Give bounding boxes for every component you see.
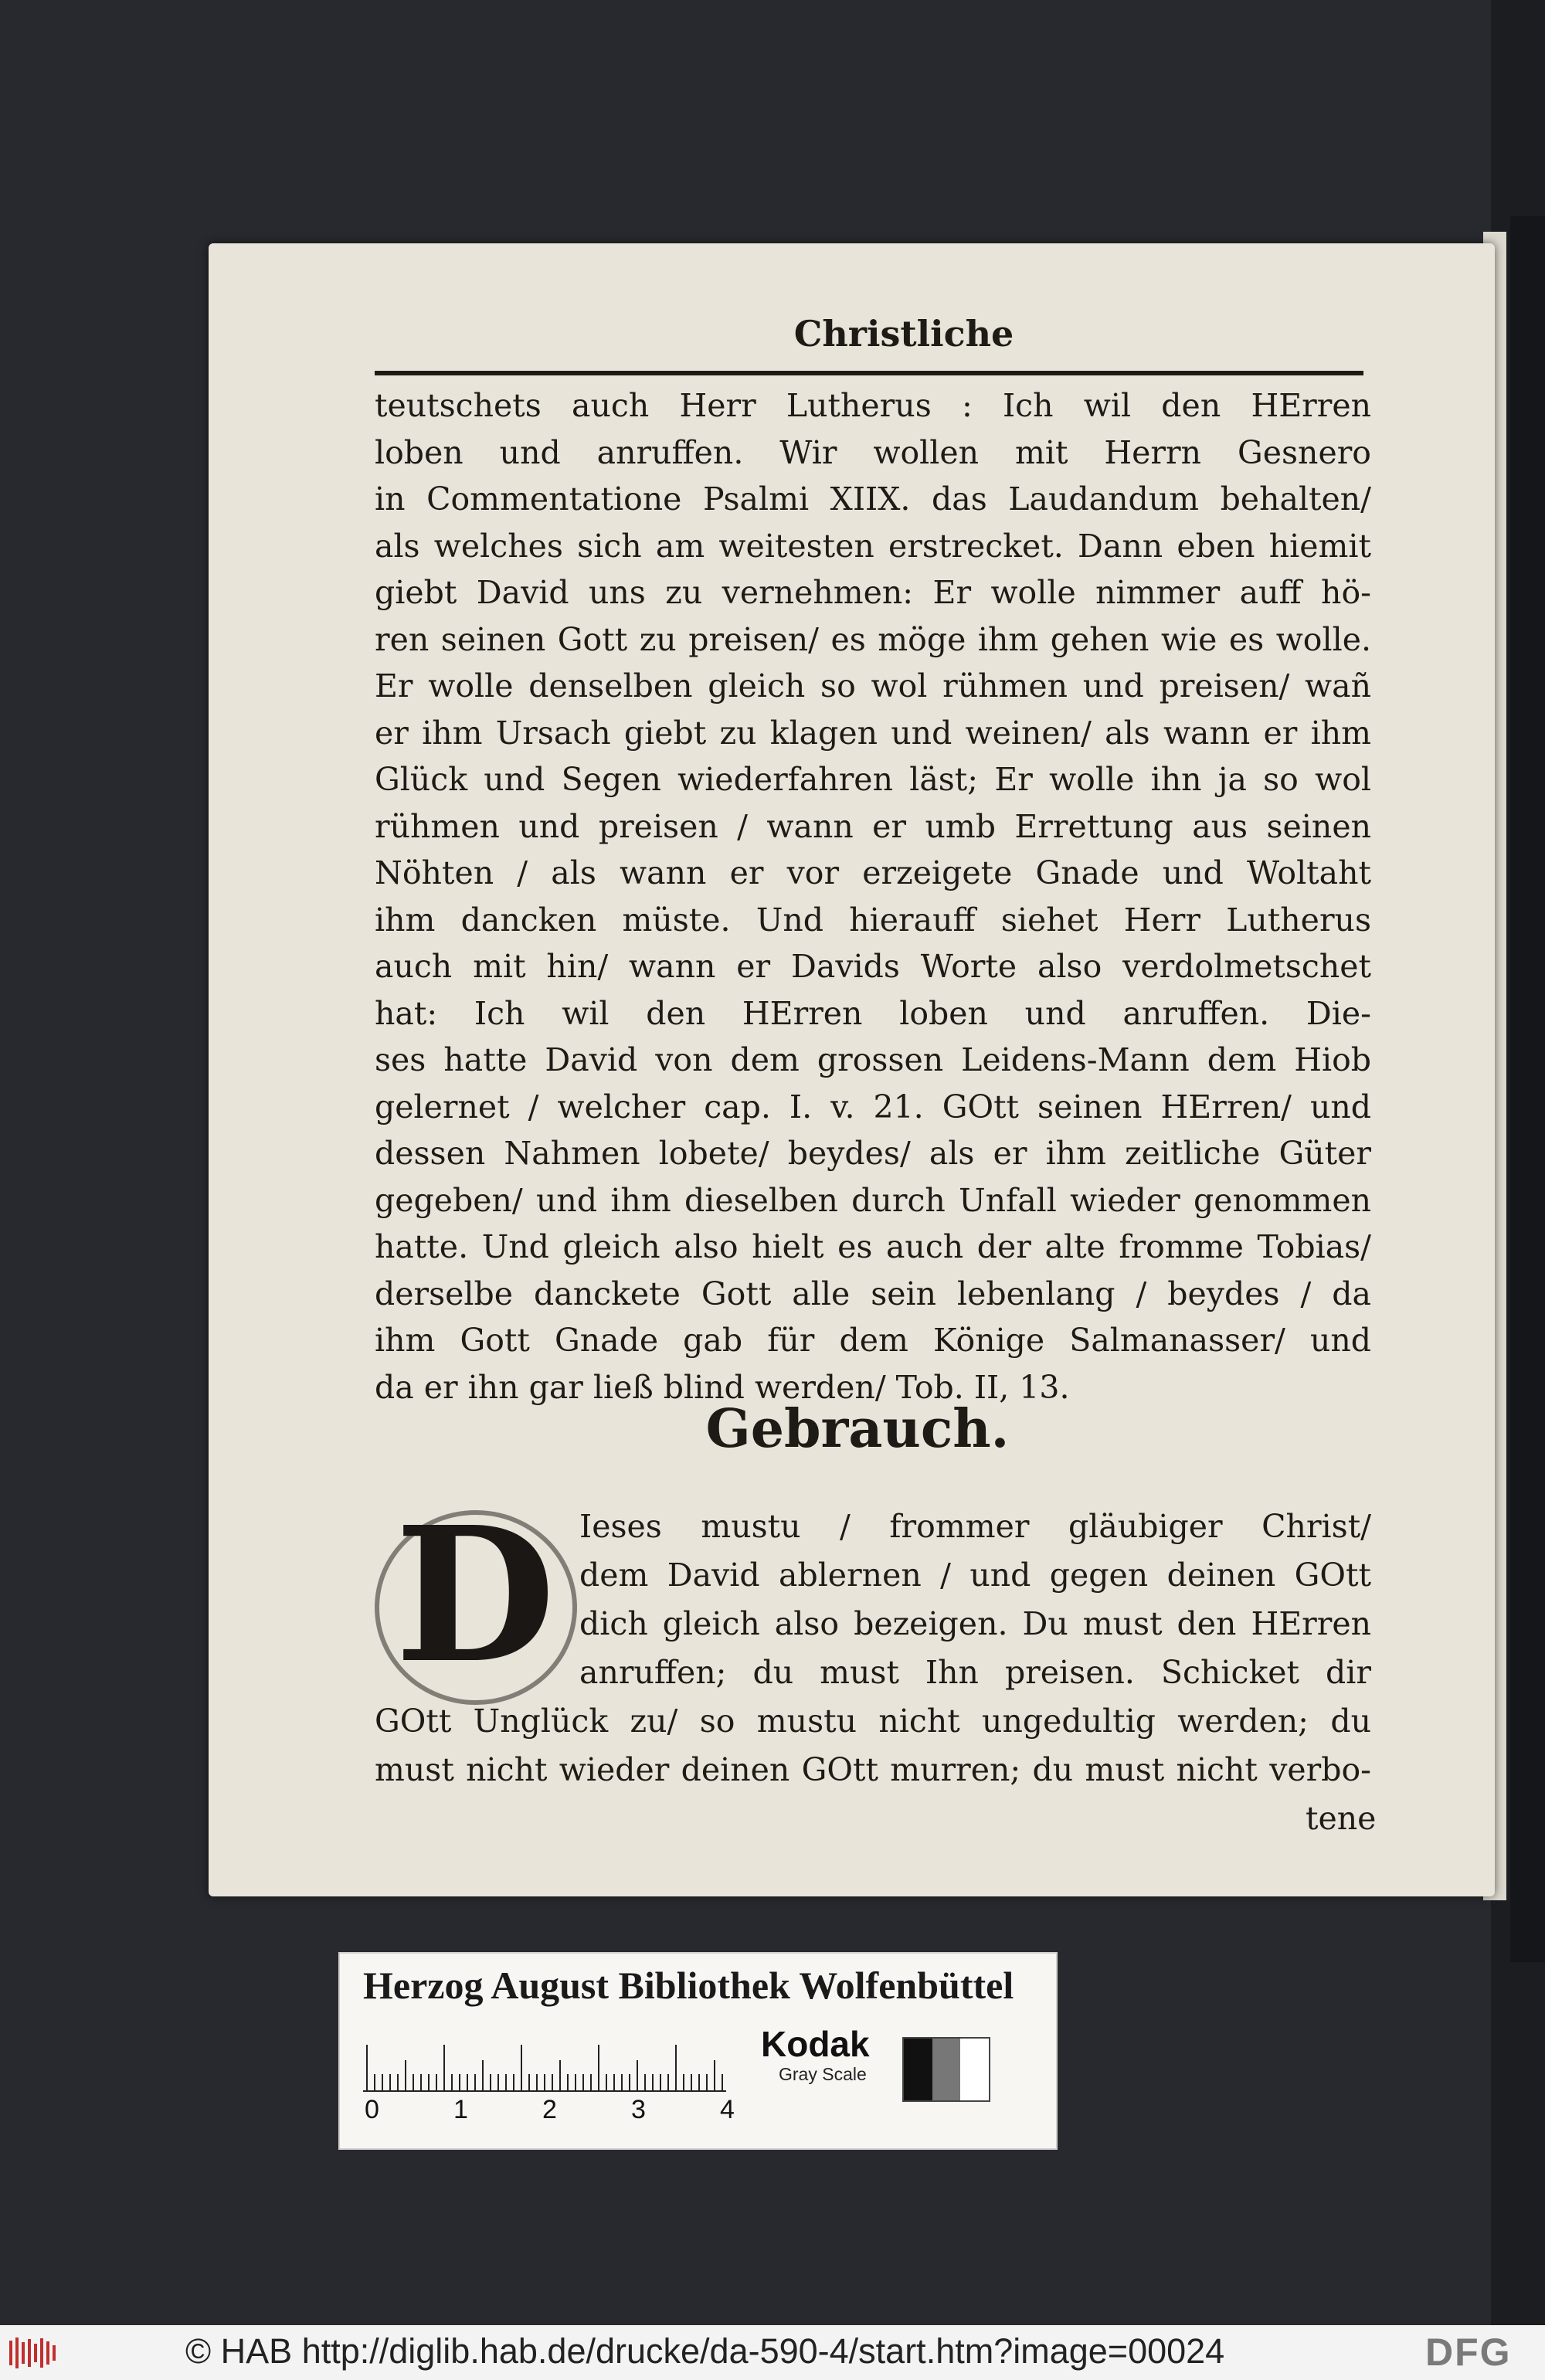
text-line: Glück und Segen wiederfahren läst; Er wolle ihn ja so wol xyxy=(375,761,1371,798)
text-line: in Commentatione Psalmi XIIX. das Laudandum behalten/ xyxy=(375,480,1371,518)
text-line: Ieses mustu / frommer gläubiger Christ/ xyxy=(579,1508,1371,1545)
swatch-black xyxy=(904,2039,932,2100)
gray-swatches xyxy=(902,2037,990,2102)
ruler-number: 4 xyxy=(720,2095,735,2124)
section-text xyxy=(375,1486,1371,1794)
text-line: ren seinen Gott zu preisen/ es möge ihm gehen wie es wolle. xyxy=(375,620,1371,658)
swatch-white xyxy=(960,2039,989,2100)
kodak-label: Kodak xyxy=(761,2024,870,2064)
text-line: gegeben/ und ihm dieselben durch Unfall wieder genommen xyxy=(375,1181,1371,1219)
ruler-number: 2 xyxy=(542,2095,557,2124)
text-line: teutschets auch Herr Lutherus : Ich wil den HErren xyxy=(375,387,1371,424)
text-line: dessen Nahmen lobete/ beydes/ als er ihm zeitliche Güter xyxy=(375,1135,1371,1172)
text-line: giebt David uns zu vernehmen: Er wolle nimmer auff hö- xyxy=(375,574,1371,611)
text-line: Nöhten / als wann er vor erzeigete Gnade und Woltaht xyxy=(375,854,1371,891)
text-line: derselbe danckete Gott alle sein lebenlang / beydes / da xyxy=(375,1275,1371,1312)
text-line: loben und anruffen. Wir wollen mit Herrn Gesnero xyxy=(375,433,1371,471)
dfg-logo: DFG xyxy=(1425,2331,1512,2374)
section-title: Gebrauch. xyxy=(705,1398,1010,1460)
text-line: dem David ablernen / und gegen deinen GOtt xyxy=(579,1557,1371,1594)
text-line: gelernet / welcher cap. I. v. 21. GOtt seinen HErren/ und xyxy=(375,1088,1371,1125)
ruler-number: 3 xyxy=(631,2095,646,2124)
text-line: er ihm Ursach giebt zu klagen und weinen/ als wann er ihm xyxy=(375,714,1371,752)
head-rule xyxy=(375,371,1363,375)
library-name: Herzog August Bibliothek Wolfenbüttel xyxy=(363,1964,1014,2007)
swatch-gray xyxy=(932,2039,961,2100)
source-url[interactable]: © HAB http://diglib.hab.de/drucke/da-590-4/start.htm?image=00024 xyxy=(185,2331,1225,2371)
text-line: ses hatte David von dem grossen Leidens-Mann dem Hiob xyxy=(375,1041,1371,1078)
text-line: auch mit hin/ wann er Davids Worte also verdolmetschet xyxy=(375,948,1371,985)
text-line: Er wolle denselben gleich so wol rühmen und preisen/ wañ xyxy=(375,667,1371,704)
text-line: must nicht wieder deinen GOtt murren; du must nicht verbo- xyxy=(375,1751,1371,1788)
body-text xyxy=(375,382,1371,1411)
catchword: tene xyxy=(1306,1800,1377,1837)
footer-bar xyxy=(0,2325,1545,2380)
text-line: ihm dancken müste. Und hierauff siehet Herr Lutherus xyxy=(375,901,1371,939)
ruler-number: 0 xyxy=(365,2095,379,2124)
text-line: GOtt Unglück zu/ so mustu nicht ungedultig werden; du xyxy=(375,1703,1371,1740)
text-line: als welches sich am weitesten erstrecket. Dann eben hiemit xyxy=(375,527,1371,565)
text-line: dich gleich also bezeigen. Du must den HErren xyxy=(579,1605,1371,1642)
ruler-number: 1 xyxy=(453,2095,468,2124)
ruler xyxy=(363,2039,726,2093)
scan-background-strip xyxy=(1510,216,1545,1962)
gray-scale-label: Gray Scale xyxy=(779,2064,867,2084)
text-line: hat: Ich wil den HErren loben und anruffen. Die- xyxy=(375,994,1371,1032)
text-line: rühmen und preisen / wann er umb Errettung aus seinen xyxy=(375,807,1371,845)
color-reference-card xyxy=(338,1952,1058,2150)
text-line: da er ihn gar ließ blind werden/ Tob. II, 13. xyxy=(375,1368,1070,1406)
text-line: anruffen; du must Ihn preisen. Schicket dir xyxy=(579,1654,1371,1691)
text-line: hatte. Und gleich also hielt es auch der alte fromme Tobias/ xyxy=(375,1228,1371,1265)
hab-logo-icon xyxy=(8,2336,62,2370)
text-line: ihm Gott Gnade gab für dem Könige Salmanasser/ und xyxy=(375,1322,1371,1359)
ornamental-initial: D xyxy=(394,1486,556,1704)
book-page xyxy=(209,243,1495,1896)
running-head: Christliche xyxy=(793,313,1014,355)
